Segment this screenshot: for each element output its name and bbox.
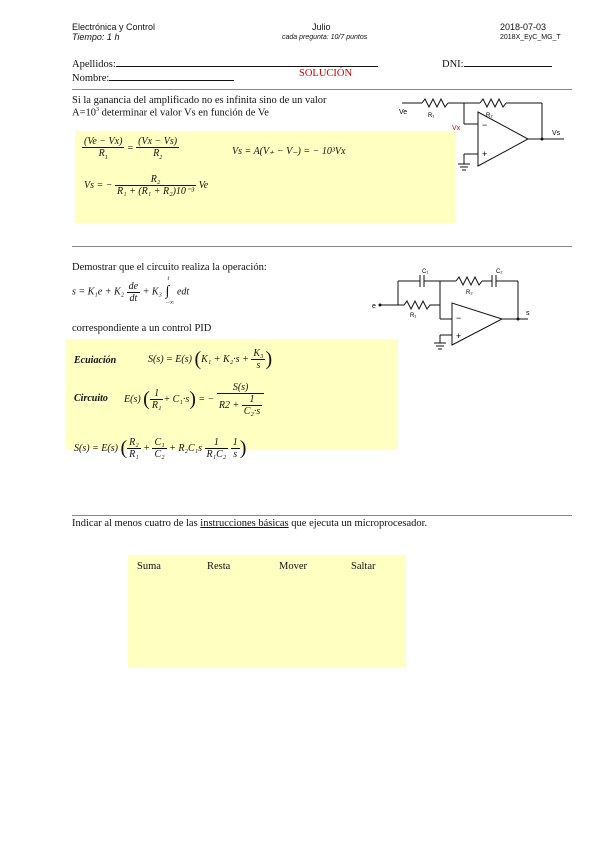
course-title: Electrónica y Control (72, 22, 156, 32)
answer-resta: Resta (207, 561, 231, 572)
points-note: cada pregunta: 10/7 puntos (282, 34, 368, 41)
q1-text-line1: Si la ganancia del amplificado no es infinita sino de un valor (72, 95, 327, 106)
name-field[interactable] (72, 69, 234, 84)
r1-resistor (422, 99, 448, 107)
vs-label: Vs (552, 130, 561, 137)
r1-label: R₁ (410, 313, 417, 319)
q3-text: Indicar al menos cuatro de las instrucciones básicas que ejecuta un microprocesador. (72, 518, 428, 529)
minus-sign: − (456, 313, 462, 323)
divider (72, 89, 572, 90)
exam-time: Tiempo: 1 h (72, 32, 120, 42)
r2-label: R₂ (466, 290, 473, 296)
q2-operation-equation: s = K₁e + K₂ $\frac{de}{dt}$ + K₃ t ∫ −∞ edt (72, 276, 190, 306)
name-label: Nombre: (72, 73, 110, 84)
vx-label: Vx (452, 125, 461, 132)
answer-suma: Suma (137, 561, 161, 572)
dni-field[interactable] (442, 55, 552, 70)
solution-label: SOLUCIÓN (299, 68, 353, 79)
dni-line (464, 55, 552, 67)
q2-result-expr: S(s) = E(s) ( $\frac{\text{R₂}}{\text{R₁}}$ + $\frac{\text{C₁}}{\text{C₂}}$ + R₂C₁s $\frac{1}{\text{R₁C₂}}$ $\frac{1}{s}$ ) (74, 437, 247, 460)
q2-equation-row: Ecuiación (74, 355, 117, 366)
q2-circuit-label: Circuito (74, 393, 108, 404)
q2-equation-expr: S(s) = E(s) (K₁ + K₂·s + $\frac{\text{K₃}}{s}$ ) (148, 348, 273, 371)
exam-code: 2018X_EyC_MG_T (500, 34, 561, 41)
q1-amp-equation: Vs = A(V₊ − V₋) = − 10³Vx (232, 146, 346, 157)
dni-label: DNI: (442, 59, 464, 70)
e-label: e (372, 303, 376, 310)
q2-text: Demostrar que el circuito realiza la operación: (72, 262, 267, 273)
r2-label: R₂ (486, 113, 493, 119)
c1-label: C₁ (422, 269, 429, 275)
divider (72, 515, 572, 516)
plus-sign: + (482, 149, 488, 159)
r1-label: R₁ (428, 113, 435, 119)
s-label: s (526, 310, 530, 317)
r2-resistor (480, 99, 506, 107)
name-line (109, 69, 234, 81)
r2-resistor (456, 277, 482, 285)
q2-circuit-expr: E(s) ( $\frac{1}{\text{R₁}}$ + C₁·s) = − S(s) R2 + $\frac{1}{\text{C₂·s}}$ (124, 382, 264, 417)
ve-label: Ve (399, 109, 408, 116)
exam-date: 2018-07-03 (500, 22, 547, 32)
q1-text-line2: $A=10^3$ determinar el valor Vs en función de Ve (72, 107, 269, 119)
q3-keyword: instrucciones básicas (200, 518, 289, 529)
surname-line (116, 55, 378, 67)
r1-resistor (398, 301, 440, 309)
pid-circuit (368, 263, 548, 355)
inverting-amp-circuit (392, 92, 572, 176)
c2-label: C₂ (496, 269, 503, 275)
surname-label: Apellidos: (72, 59, 116, 70)
exam-session: Julio (312, 22, 331, 32)
q1-kcl-equation: $\frac{(Ve - Vx)}{R_1}$ = $\frac{(Vx - Vs)}{R_2}$ (84, 136, 178, 161)
divider (72, 246, 572, 247)
minus-sign: − (482, 120, 488, 130)
q1-result-equation: Vs = − $\frac{\text{R₂}}{\text{R₁ + (R₁ + R₂)10⁻³}}$ Ve (84, 174, 209, 197)
answer-mover: Mover (279, 561, 307, 572)
plus-sign: + (456, 331, 462, 341)
q2-pid-text: correspondiente a un control PID (72, 323, 212, 334)
answer-saltar: Saltar (351, 561, 376, 572)
